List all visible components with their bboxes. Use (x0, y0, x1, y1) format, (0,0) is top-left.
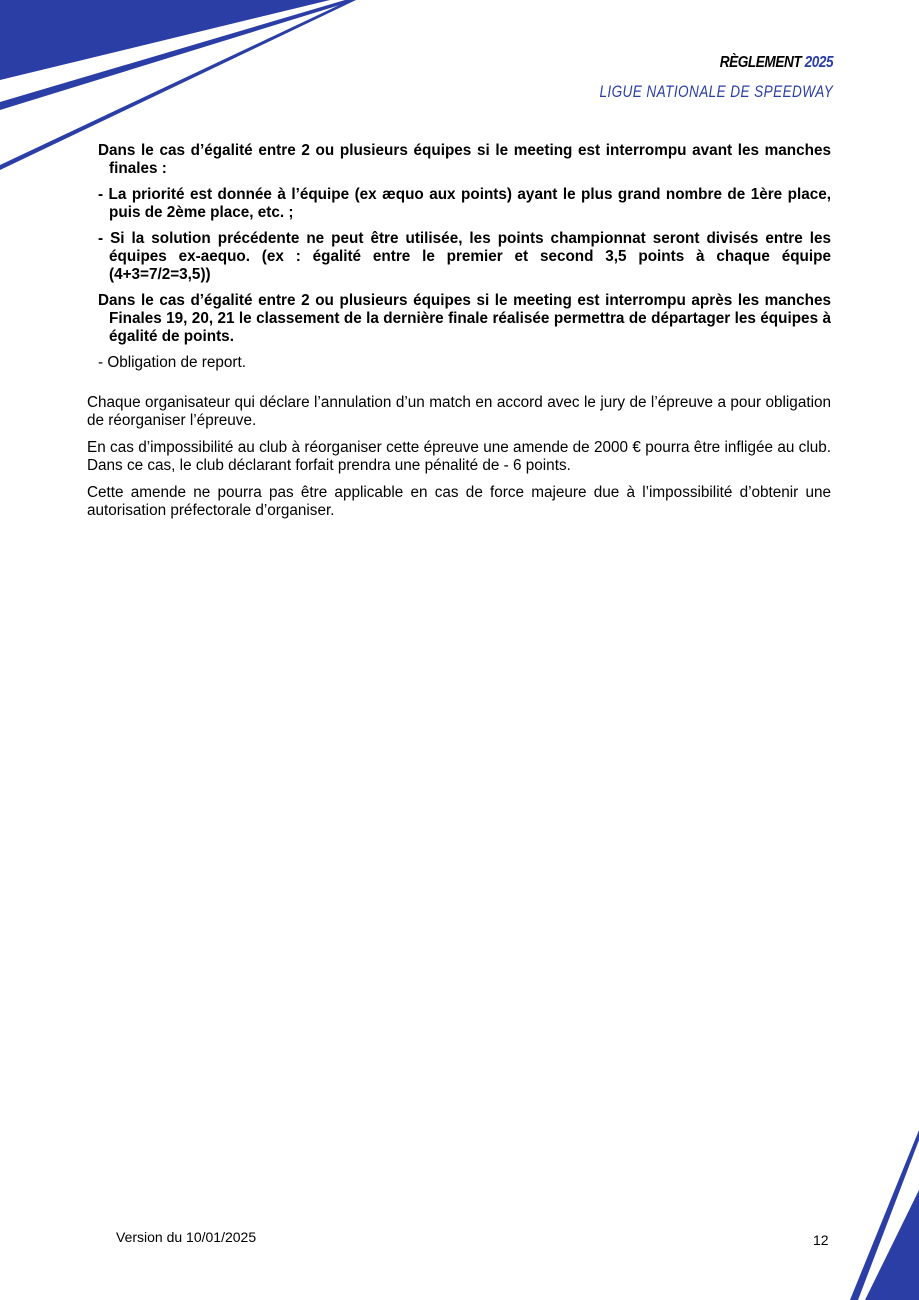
header-title-year: 2025 (804, 54, 833, 71)
page-header (541, 54, 833, 102)
header-title-main: RÈGLEMENT (719, 54, 802, 71)
postponement-bullet: - Obligation de report. (98, 354, 246, 371)
force-majeure-paragraph: Cette amende ne pourra pas être applicable en cas de force majeure due à l’impossibilité d’obtenir une autorisation préfectorale d’organiser. (87, 484, 831, 519)
reorganisation-paragraph: Chaque organisateur qui déclare l’annulation d’un match en accord avec le jury de l’épreuve a pour obligation de réorganiser l’épreuve. (87, 394, 831, 429)
page-number: 12 (813, 1232, 829, 1248)
document-body (87, 142, 831, 529)
priority-bullet: - La priorité est donnée à l’équipe (ex æquo aux points) ayant le plus grand nombre de 1ère place, puis de 2ème place, etc. ; (98, 186, 831, 221)
top-left-blue-band (0, 0, 330, 80)
header-title (585, 54, 833, 72)
tie-before-finals-paragraph: Dans le cas d’égalité entre 2 ou plusieurs équipes si le meeting est interrompu avant les manches finales : (98, 142, 831, 177)
footer-version: Version du 10/01/2025 (116, 1229, 257, 1245)
header-subtitle: LIGUE NATIONALE DE SPEEDWAY (599, 82, 833, 101)
points-division-bullet: - Si la solution précédente ne peut être utilisée, les points championnat seront divisés entre les équipes ex-aequo. (ex : égalité entre le premier et second 3,5 points à chaque équipe (4+3=7/2=3,5)) (98, 230, 831, 283)
tie-after-finals-paragraph: Dans le cas d’égalité entre 2 ou plusieurs équipes si le meeting est interrompu après les manches Finales 19, 20, 21 le classement de la dernière finale réalisée permettra de départager les équipes à égalité de points. (98, 292, 831, 345)
fine-paragraph: En cas d’impossibilité au club à réorganiser cette épreuve une amende de 2000 € pourra être infligée au club. Dans ce cas, le club déclarant forfait prendra une pénalité de - 6 points. (87, 439, 831, 474)
